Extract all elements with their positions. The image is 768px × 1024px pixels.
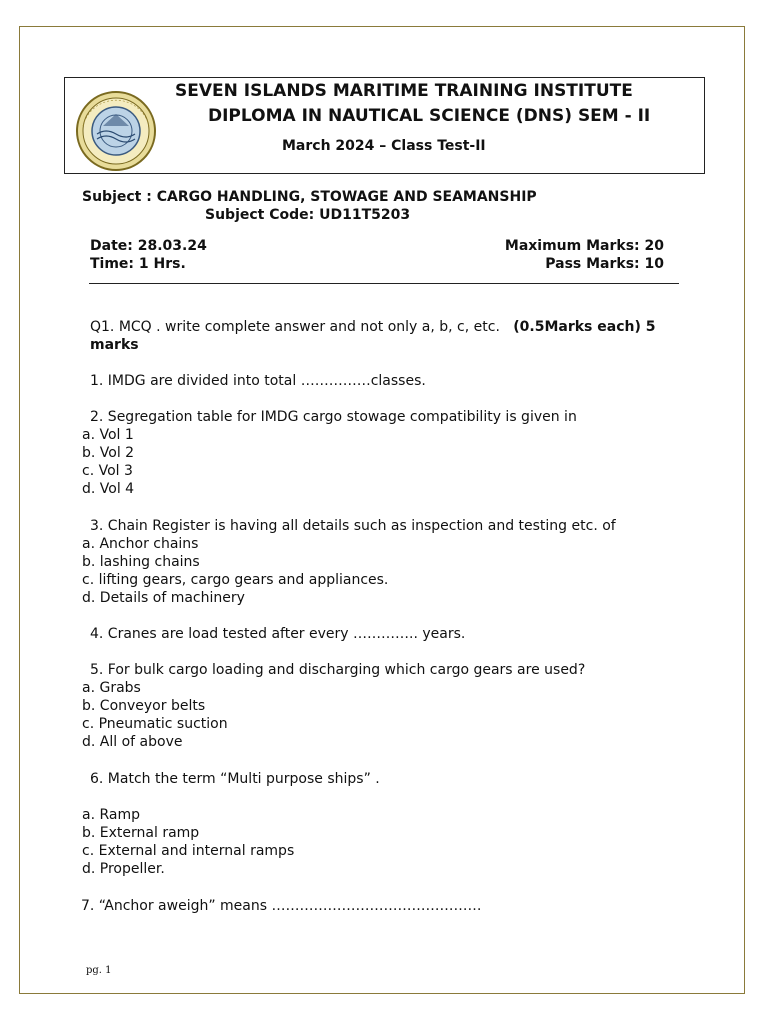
exam-time: Time: 1 Hrs. — [90, 256, 186, 272]
option: d. Details of machinery — [82, 590, 245, 606]
test-title: March 2024 – Class Test-II — [282, 138, 486, 154]
question-2 — [82, 408, 577, 498]
question-6-options — [82, 806, 294, 878]
page-number: pg. 1 — [86, 965, 112, 976]
option: b. Vol 2 — [82, 445, 135, 461]
question-text: 3. Chain Register is having all details such as inspection and testing etc. of — [90, 518, 616, 534]
pass-marks: Pass Marks: 10 — [545, 256, 664, 272]
option: c. Vol 3 — [82, 463, 133, 479]
question-text: 7. “Anchor aweigh” means ……………………………………… — [81, 898, 482, 914]
question-3 — [82, 517, 616, 607]
q1-marks: (0.5Marks each) 5 marks — [90, 319, 656, 353]
option: b. lashing chains — [82, 554, 200, 570]
q1-intro-text: Q1. MCQ . write complete answer and not only a, b, c, etc. — [90, 319, 500, 335]
option: d. All of above — [82, 734, 183, 750]
meta-right — [505, 237, 664, 273]
question-text: 2. Segregation table for IMDG cargo stowage compatibility is given in — [90, 409, 577, 425]
q1-instructions — [90, 318, 690, 354]
option: b. Conveyor belts — [82, 698, 206, 714]
exam-date: Date: 28.03.24 — [90, 238, 207, 254]
diploma-title: DIPLOMA IN NAUTICAL SCIENCE (DNS) SEM - II — [208, 106, 651, 126]
option: c. Pneumatic suction — [82, 716, 228, 732]
option: d. Vol 4 — [82, 481, 135, 497]
question-4 — [90, 625, 465, 643]
institute-name: SEVEN ISLANDS MARITIME TRAINING INSTITUTE — [175, 81, 633, 101]
max-marks: Maximum Marks: 20 — [504, 238, 664, 254]
divider-rule — [89, 283, 679, 284]
option: c. External and internal ramps — [82, 843, 295, 859]
option: a. Vol 1 — [82, 427, 134, 443]
question-text: 1. IMDG are divided into total ……………classes. — [90, 373, 426, 389]
meta-left — [90, 237, 207, 273]
subject-line: Subject : CARGO HANDLING, STOWAGE AND SEAMANSHIP — [82, 189, 537, 205]
question-5 — [82, 661, 585, 751]
question-1 — [90, 372, 426, 390]
institute-logo — [75, 90, 157, 172]
option: a. Anchor chains — [82, 536, 199, 552]
question-6 — [90, 770, 380, 788]
question-text: 6. Match the term “Multi purpose ships” . — [90, 771, 380, 787]
option: b. External ramp — [82, 825, 200, 841]
option: a. Grabs — [82, 680, 141, 696]
option: a. Ramp — [82, 807, 141, 823]
question-text: 5. For bulk cargo loading and discharging which cargo gears are used? — [90, 662, 586, 678]
question-7 — [81, 897, 482, 915]
option: c. lifting gears, cargo gears and appliances. — [82, 572, 389, 588]
subject-code: Subject Code: UD11T5203 — [205, 207, 411, 223]
question-text: 4. Cranes are load tested after every ………….. years. — [90, 626, 466, 642]
option: d. Propeller. — [82, 861, 165, 877]
